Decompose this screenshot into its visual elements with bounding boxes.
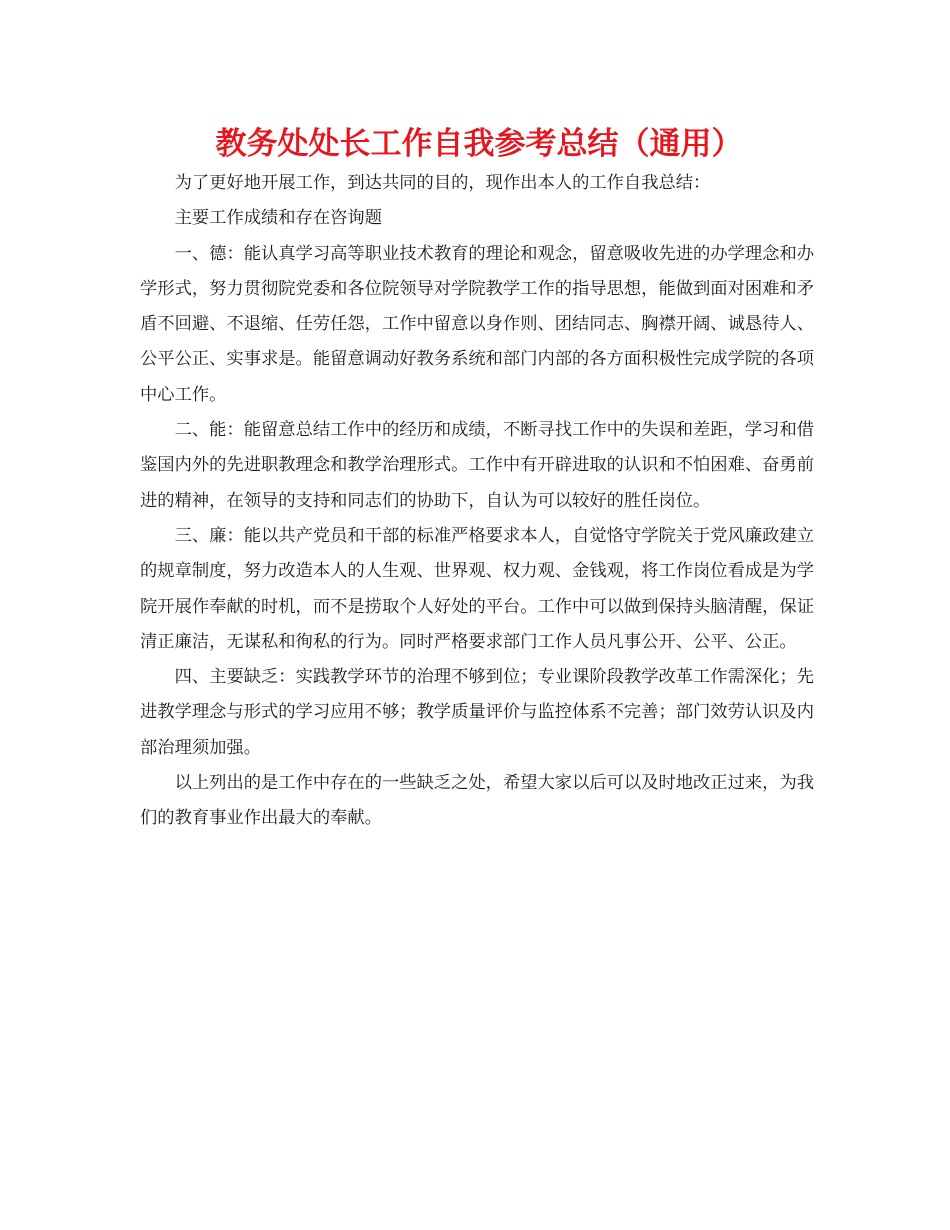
intro-paragraph: 为了更好地开展工作，到达共同的目的，现作出本人的工作自我总结： [174, 173, 711, 193]
document-page [140, 118, 814, 837]
section-heading: 主要工作成绩和存在咨询题 [174, 208, 382, 229]
document-title: 教务处处长工作自我参考总结（通用） [215, 126, 743, 162]
paragraph-shortcomings: 四、主要缺乏：实践教学环节的治理不够到位；专业课阶段教学改革工作需深化；先进教学理念与形式的学习应用不够；教学质量评价与监控体系不完善；部门效劳认识及内部治理须加强。 [140, 667, 815, 758]
paragraph-ability: 二、能：能留意总结工作中的经历和成绩，不断寻找工作中的失误和差距，学习和借鉴国内外的先进职教理念和教学治理形式。工作中有开辟进取的认识和不怕困难、奋勇前进的精神，在领导的支持和同志们的协助下，自认为可以较好的胜任岗位。 [140, 420, 815, 511]
paragraph-integrity: 三、廉：能以共产党员和干部的标准严格要求本人，自觉恪守学院关于党风廉政建立的规章制度，努力改造本人的人生观、世界观、权力观、金钱观，将工作岗位看成是为学院开展作奉献的时机，而不是捞取个人好处的平台。工作中可以做到保持头脑清醒，保证清正廉洁，无谋私和徇私的行为。同时严格要求部门工作人员凡事公开、公平、公正。 [140, 525, 815, 652]
paragraph-virtue: 一、德：能认真学习高等职业技术教育的理论和观念，留意吸收先进的办学理念和办学形式，努力贯彻院党委和各位院领导对学院教学工作的指导思想，能做到面对困难和矛盾不回避、不退缩、任劳任怨，工作中留意以身作则、团结同志、胸襟开阔、诚恳待人、公平公正、实事求是。能留意调动好教务系统和部门内部的各方面积极性完成学院的各项中心工作。 [140, 243, 815, 405]
closing-paragraph: 以上列出的是工作中存在的一些缺乏之处，希望大家以后可以及时地改正过来，为我们的教育事业作出最大的奉献。 [140, 773, 815, 829]
